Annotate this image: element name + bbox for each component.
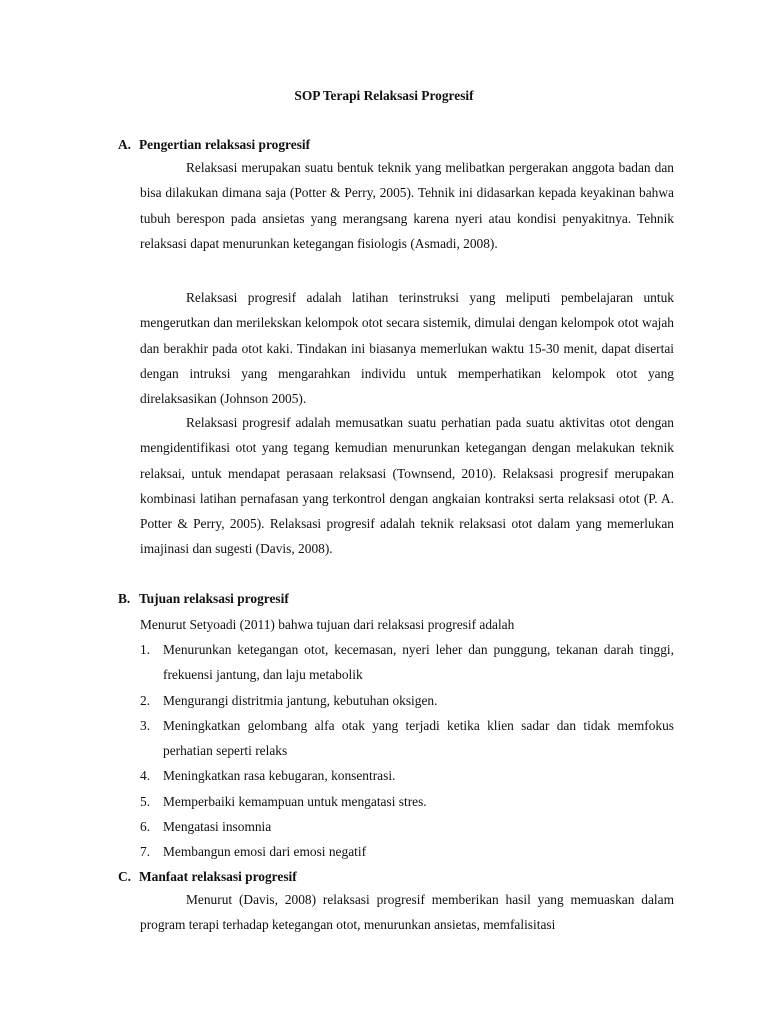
objectives-list [140, 637, 674, 865]
section-heading-a [118, 137, 310, 153]
list-number: 6. [140, 819, 151, 835]
paragraph: Menurut (Davis, 2008) relaksasi progresif memberikan hasil yang memuaskan dalam program terapi terhadap ketegangan otot, menurunkan ansietas, memfalisitasi [140, 892, 674, 933]
list-item [140, 763, 674, 788]
section-title: Tujuan relaksasi progresif [139, 591, 289, 606]
section-intro: Menurut Setyoadi (2011) bahwa tujuan dari relaksasi progresif adalah [140, 617, 515, 632]
list-number: 2. [140, 692, 151, 708]
list-item [140, 839, 674, 864]
paragraph: Relaksasi progresif adalah latihan terinstruksi yang meliputi pembelajaran untuk mengerutkan dan merilekskan kelompok otot secara sistemik, dimulai dengan kelompok otot wajah dan berakhir pada otot kaki. Tindakan ini biasanya memerlukan waktu 15-30 menit, dapat disertai dengan intruksi yang mengarahkan individu untuk memperhatikan kelompok otot yang direlaksasikan (Johnson 2005). [140, 290, 674, 407]
section-heading-c [118, 869, 297, 885]
paragraph: Relaksasi progresif adalah memusatkan suatu perhatian pada suatu aktivitas otot dengan mengidentifikasi otot yang tegang kemudian menurunkan ketegangan dengan melakukan teknik relaksai, untuk mendapat perasaan relaksasi (Townsend, 2010). Relaksasi progresif merupakan kombinasi latihan pernafasan yang terkontrol dengan angkaian kontraksi serta relaksasi otot (P. A. Potter & Perry, 2005). Relaksasi progresif adalah teknik relaksasi otot dalam yang memerlukan imajinasi dan sugesti (Davis, 2008). [140, 415, 674, 557]
list-item [140, 637, 674, 688]
list-item [140, 688, 674, 713]
list-text: Memperbaiki kemampuan untuk mengatasi stres. [163, 793, 427, 809]
list-text: Meningkatkan rasa kebugaran, konsentrasi. [163, 768, 396, 784]
section-heading-b [118, 591, 289, 607]
section-letter: A. [118, 137, 132, 152]
list-number: 3. [140, 717, 151, 733]
list-text: Mengatasi insomnia [163, 819, 272, 835]
list-number: 5. [140, 793, 151, 809]
list-text: Membangun emosi dari emosi negatif [163, 844, 367, 860]
page-title: SOP Terapi Relaksasi Progresif [294, 88, 474, 103]
section-letter: C. [118, 869, 132, 884]
list-number: 1. [140, 642, 151, 657]
list-text: Mengurangi distritmia jantung, kebutuhan oksigen. [163, 692, 438, 708]
list-text: Menurunkan ketegangan otot, kecemasan, nyeri leher dan punggung, tekanan darah tinggi, frekuensi jantung, dan laju metabolik [163, 642, 674, 683]
section-letter: B. [118, 591, 131, 606]
section-title: Manfaat relaksasi progresif [139, 869, 297, 884]
list-number: 7. [140, 844, 151, 860]
list-text: Meningkatkan gelombang alfa otak yang terjadi ketika klien sadar dan tidak memfokus perhatian seperti relaks [163, 717, 674, 759]
list-item [140, 713, 674, 764]
section-title: Pengertian relaksasi progresif [139, 137, 311, 152]
paragraph: Relaksasi merupakan suatu bentuk teknik yang melibatkan pergerakan anggota badan dan bisa dilakukan dimana saja (Potter & Perry, 2005). Tehnik ini didasarkan kepada keyakinan bahwa tubuh berespon pada ansietas yang merangsang karena nyeri atau kondisi penyakitnya. Tehnik relaksasi dapat menurunkan ketegangan fisiologis (Asmadi, 2008). [140, 160, 674, 251]
list-item [140, 789, 674, 814]
list-item [140, 814, 674, 839]
list-number: 4. [140, 768, 151, 784]
